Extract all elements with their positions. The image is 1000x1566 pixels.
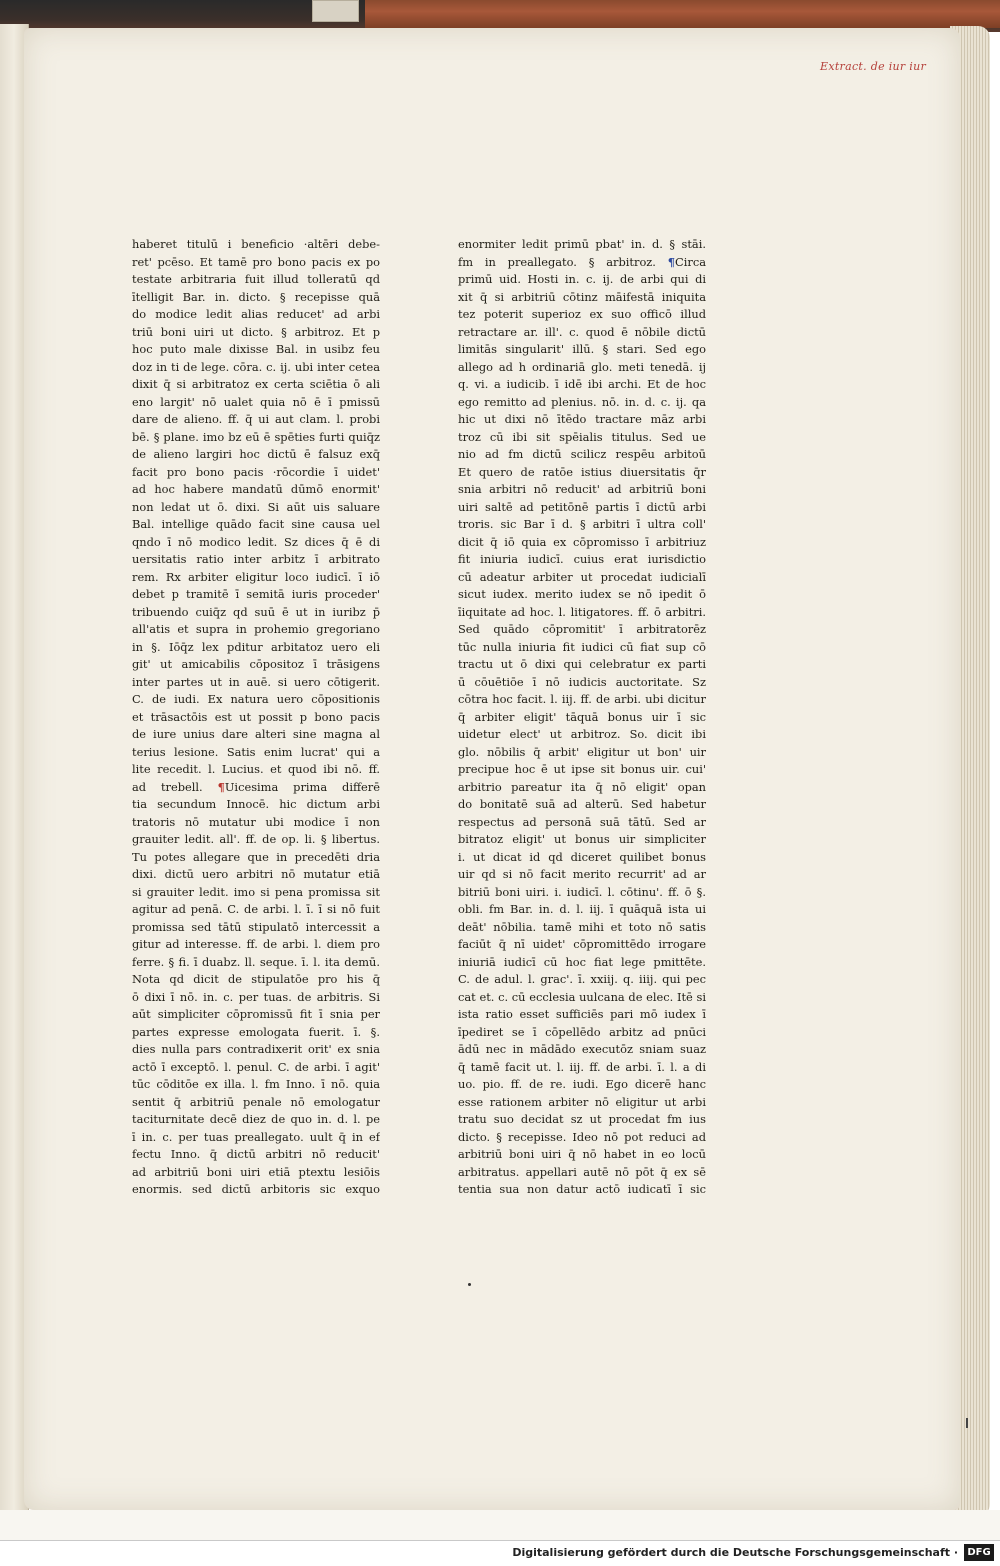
text-line: eno largit' nō ualet quia nō ē ī pmissū — [132, 394, 380, 409]
text-line: nio ad fm dictū scilicz respēu arbitoū — [458, 447, 706, 461]
text-line: precipue hoc ē ut ipse sit bonus uir. cui' — [458, 762, 706, 776]
text-line: ad trebell. ¶Uicesima prima differē — [132, 779, 380, 794]
text-line: ferre. § fi. ī duabz. ll. seque. ī. l. ita demū. — [132, 954, 380, 969]
text-line: respectus ad personā suā tātū. Sed ar — [458, 814, 706, 829]
text-line: non ledat ut ō. dixi. Si aūt uis saluare — [132, 499, 380, 514]
text-line: uo. pio. ff. de re. iudi. Ego dicerē hanc — [458, 1077, 706, 1091]
text-line: Et quero de ratōe istius diuersitatis q̄r — [458, 464, 706, 479]
text-line: uir qd si nō facit merito recurrit' ad ar — [458, 867, 706, 881]
right-text-column — [458, 236, 706, 1199]
text-line: ad hoc habere mandatū dūmō enormit' — [132, 482, 380, 496]
text-line: terius lesione. Satis enim lucrat' qui a — [132, 744, 380, 759]
paragraph-mark: ¶ — [667, 254, 676, 269]
text-line: ego remitto ad plenius. nō. in. d. c. ij. qa — [458, 394, 706, 409]
text-line: bē. § plane. imo bz eū ē spēties furti quiq̄z — [132, 429, 380, 444]
footer-credit: Digitalisierung gefördert durch die Deutsche Forschungsgemeinschaft · — [512, 1546, 958, 1559]
running-head: Extract. de iur iur — [820, 60, 927, 73]
text-line: Sed quādo cōpromitit' ī arbitratorēz — [458, 622, 706, 636]
text-line: tratu suo decidat sz ut procedat fm ius — [458, 1112, 706, 1126]
text-line: limitās singularit' illū. § stari. Sed ego — [458, 342, 706, 356]
left-text-column — [132, 236, 380, 1199]
text-line: ī in. c. per tuas preallegato. uult q̄ in ef — [132, 1129, 380, 1144]
text-line: rem. Rx arbiter eligitur loco iudicī. ī iō — [132, 569, 380, 584]
text-line: promissa sed tātū stipulatō intercessit a — [132, 919, 380, 934]
text-line: partes expresse emologata fuerit. ī. §. — [132, 1024, 380, 1039]
text-line: enormiter ledit primū pbat' in. d. § stāi. — [458, 237, 706, 251]
text-line: ad arbitriū boni uiri etiā ptextu lesiōis — [132, 1164, 380, 1179]
page-edge-mark — [966, 1418, 968, 1428]
text-line: primū uid. Hosti in. c. ij. de arbi qui di — [458, 272, 706, 286]
text-line: git' ut amicabilis cōpositoz ī trāsigens — [132, 657, 380, 671]
text-line: de alieno largiri hoc dictū ē falsuz exq̄ — [132, 447, 380, 461]
rubric-initial: ¶ — [217, 779, 225, 794]
text-line: arbitrio pareatur ita q̄ nō eligit' opan — [458, 779, 706, 794]
text-line: tratoris nō mutatur ubi modice ī non — [132, 814, 380, 829]
text-line: tūc cōditōe ex illa. l. fm Inno. ī nō. quia — [132, 1077, 380, 1091]
text-line: lite recedit. l. Lucius. et quod ibi nō. ff. — [132, 762, 380, 776]
text-line: hic ut dixi nō ītēdo tractare māz arbi — [458, 412, 706, 426]
text-line: C. de iudi. Ex natura uero cōpositionis — [132, 692, 380, 706]
text-line: xit q̄ si arbitriū cōtinz māifestā iniquita — [458, 289, 706, 304]
text-line: ītelligit Bar. in. dicto. § recepisse quā — [132, 289, 380, 304]
text-line: do bonitatē suā ad alterū. Sed habetur — [458, 797, 706, 811]
text-line: Bal. intellige quādo facit sine causa uel — [132, 517, 380, 531]
text-line: haberet titulū i beneficio ·altēri debe- — [132, 237, 380, 251]
dfg-logo: DFG — [964, 1544, 994, 1561]
text-line: troris. sic Bar ī d. § arbitri ī ultra coll' — [458, 517, 706, 531]
text-line: taciturnitate decē diez de quo in. d. l. pe — [132, 1112, 380, 1126]
text-line: tez poterit superioz ex suo officō illud — [458, 307, 706, 321]
text-line: dixi. dictū uero arbitri nō mutatur etiā — [132, 867, 380, 881]
text-line: doz in ti de lege. cōra. c. ij. ubi inter cetea — [132, 359, 380, 374]
text-line: all'atis et supra in prohemio gregoriano — [132, 622, 380, 636]
text-line: si grauiter ledit. imo si pena promissa sit — [132, 884, 380, 899]
text-line: q. vi. a iudicib. ī idē ibi archi. Et de hoc — [458, 377, 706, 391]
text-line: dicit q̄ iō quia ex cōpromisso ī arbitriuz — [458, 534, 706, 549]
text-line: cat et. c. cū ecclesia uulcana de elec. Itē si — [458, 989, 706, 1004]
footer-bar — [0, 1540, 1000, 1566]
text-line: enormis. sed dictū arbitoris sic exquo — [132, 1182, 380, 1196]
text-line: iniuriā iudicī cū hoc fiat lege pmittēte. — [458, 954, 706, 969]
text-line: tūc nulla iniuria fit iudici cū fiat sup cō — [458, 639, 706, 654]
text-line: ret' pcēso. Et tamē pro bono pacis ex po — [132, 254, 380, 269]
text-line: tentia sua non datur actō iudicatī ī sic — [458, 1182, 706, 1196]
text-line: de iure unius dare alteri sine magna al — [132, 727, 380, 741]
text-line: triū boni uiri ut dicto. § arbitroz. Et p — [132, 324, 380, 339]
text-line: fit iniuria iudicī. cuius erat iurisdictio — [458, 552, 706, 566]
text-line: inter partes ut in auē. si uero cōtigerit. — [132, 674, 380, 689]
text-line: esse rationem arbiter nō eligitur ut arbi — [458, 1094, 706, 1109]
text-line: qndo ī nō modico ledit. Sz dices q̄ ē di — [132, 534, 380, 549]
text-line: sicut iudex. merito iudex se nō ipedit ō — [458, 587, 706, 601]
text-line: grauiter ledit. all'. ff. de op. li. § libertus. — [132, 832, 380, 846]
page-tab — [312, 0, 359, 22]
leather-cover-edge — [365, 0, 1000, 28]
text-line: testate arbitraria fuit illud tolleratū qd — [132, 272, 380, 286]
text-line: bitratoz eligit' ut bonus uir simpliciter — [458, 832, 706, 846]
text-line: q̄ arbiter eligit' tāquā bonus uir ī sic — [458, 709, 706, 724]
text-line: sentit q̄ arbitriū penale nō emologatur — [132, 1094, 380, 1109]
text-line: troz cū ibi sit spēialis titulus. Sed ue — [458, 429, 706, 444]
text-line: debet p tramitē ī semitā iuris proceder' — [132, 587, 380, 601]
text-line: uersitatis ratio inter arbitz ī arbitrato — [132, 552, 380, 566]
text-line: retractare ar. ill'. c. quod ē nōbile dictū — [458, 324, 706, 339]
text-line: in §. Iōq̄z lex pditur arbitatoz uero eli — [132, 639, 380, 654]
text-line: facit pro bono pacis ·rōcordie ī uidet' — [132, 464, 380, 479]
text-line: faciūt q̄ nī uidet' cōpromittēdo irrogare — [458, 937, 706, 951]
text-line: uidetur elect' ut arbitroz. So. dicit ibi — [458, 727, 706, 741]
text-line: Tu potes allegare que in precedēti dria — [132, 849, 380, 864]
text-line: bitriū boni uiri. i. iudicī. l. cōtinu'. ff. ō §. — [458, 884, 706, 899]
text-line: deāt' nōbilia. tamē mihi et toto nō satis — [458, 919, 706, 934]
text-line: dare de alieno. ff. q̄ ui aut clam. l. probi — [132, 412, 380, 426]
text-line: ū cōuētiōe ī nō iudicis auctoritate. Sz — [458, 674, 706, 689]
text-line: ista ratio esset sufficiēs pari mō iudex ī — [458, 1007, 706, 1021]
text-line: snia arbitri nō reducit' ad arbitriū boni — [458, 482, 706, 496]
text-line: tribuendo cuiq̄z qd suū ē ut in iuribz p̄ — [132, 604, 380, 619]
text-line: actō ī exceptō. l. penul. C. de arbi. ī agit' — [132, 1059, 380, 1074]
text-line: arbitriū boni uiri q̄ nō habet in eo locū — [458, 1147, 706, 1161]
text-line: arbitratus. appellari autē nō pōt q̄ ex sē — [458, 1164, 706, 1179]
text-line: C. de adul. l. grac'. ī. xxiij. q. iiij. qui pec — [458, 972, 706, 986]
text-line: uiri saltē ad petitōnē partis ī dictū arbi — [458, 499, 706, 514]
text-line: tractu ut ō dixi qui celebratur ex parti — [458, 657, 706, 671]
page-mark — [468, 1283, 471, 1286]
text-line: agitur ad penā. C. de arbi. l. ī. ī si nō fuit — [132, 902, 380, 916]
text-line: q̄ tamē facit ut. l. iij. ff. de arbi. ī. l. a di — [458, 1059, 706, 1074]
text-line: glo. nōbilis q̄ arbit' eligitur ut bon' uir — [458, 744, 706, 759]
text-line: fm in preallegato. § arbitroz. ¶Circa — [458, 254, 706, 269]
text-line: obli. fm Bar. in. d. l. iij. ī quāquā ista ui — [458, 902, 706, 916]
text-line: īiquitate ad hoc. l. litigatores. ff. ō arbitri. — [458, 604, 706, 619]
text-line: ō dixi ī nō. in. c. per tuas. de arbitris. Si — [132, 989, 380, 1004]
text-line: do modice ledit alias reducet' ad arbi — [132, 307, 380, 321]
text-line: dixit q̄ si arbitratoz ex certa sciētia ō ali — [132, 377, 380, 391]
scan-margin — [0, 1510, 1000, 1540]
text-line: i. ut dicat id qd diceret quilibet bonus — [458, 849, 706, 864]
text-line: hoc puto male dixisse Bal. in usibz feu — [132, 342, 380, 356]
text-line: dies nulla pars contradixerit orit' ex snia — [132, 1042, 380, 1056]
text-line: cōtra hoc facit. l. iij. ff. de arbi. ubi dicitur — [458, 692, 706, 706]
text-line: gitur ad interesse. ff. de arbi. l. diem pro — [132, 937, 380, 951]
text-line: tia secundum Innocē. hic dictum arbi — [132, 797, 380, 811]
text-line: cū adeatur arbiter ut procedat iudicialī — [458, 569, 706, 584]
text-line: fectu Inno. q̄ dictū arbitri nō reducit' — [132, 1147, 380, 1161]
text-line: allego ad h ordinariā glo. meti tenedā. ij — [458, 359, 706, 374]
text-line: aūt simpliciter cōpromissū fit ī snia per — [132, 1007, 380, 1021]
text-line: īpediret se ī cōpellēdo arbitz ad pnūci — [458, 1024, 706, 1039]
text-line: dicto. § recepisse. Ideo nō pot reduci ad — [458, 1129, 706, 1144]
text-line: et trāsactōis est ut possit p bono pacis — [132, 709, 380, 724]
text-line: ādū nec in mādādo executōz sniam suaz — [458, 1042, 706, 1056]
text-line: Nota qd dicit de stipulatōe pro his q̄ — [132, 972, 380, 986]
